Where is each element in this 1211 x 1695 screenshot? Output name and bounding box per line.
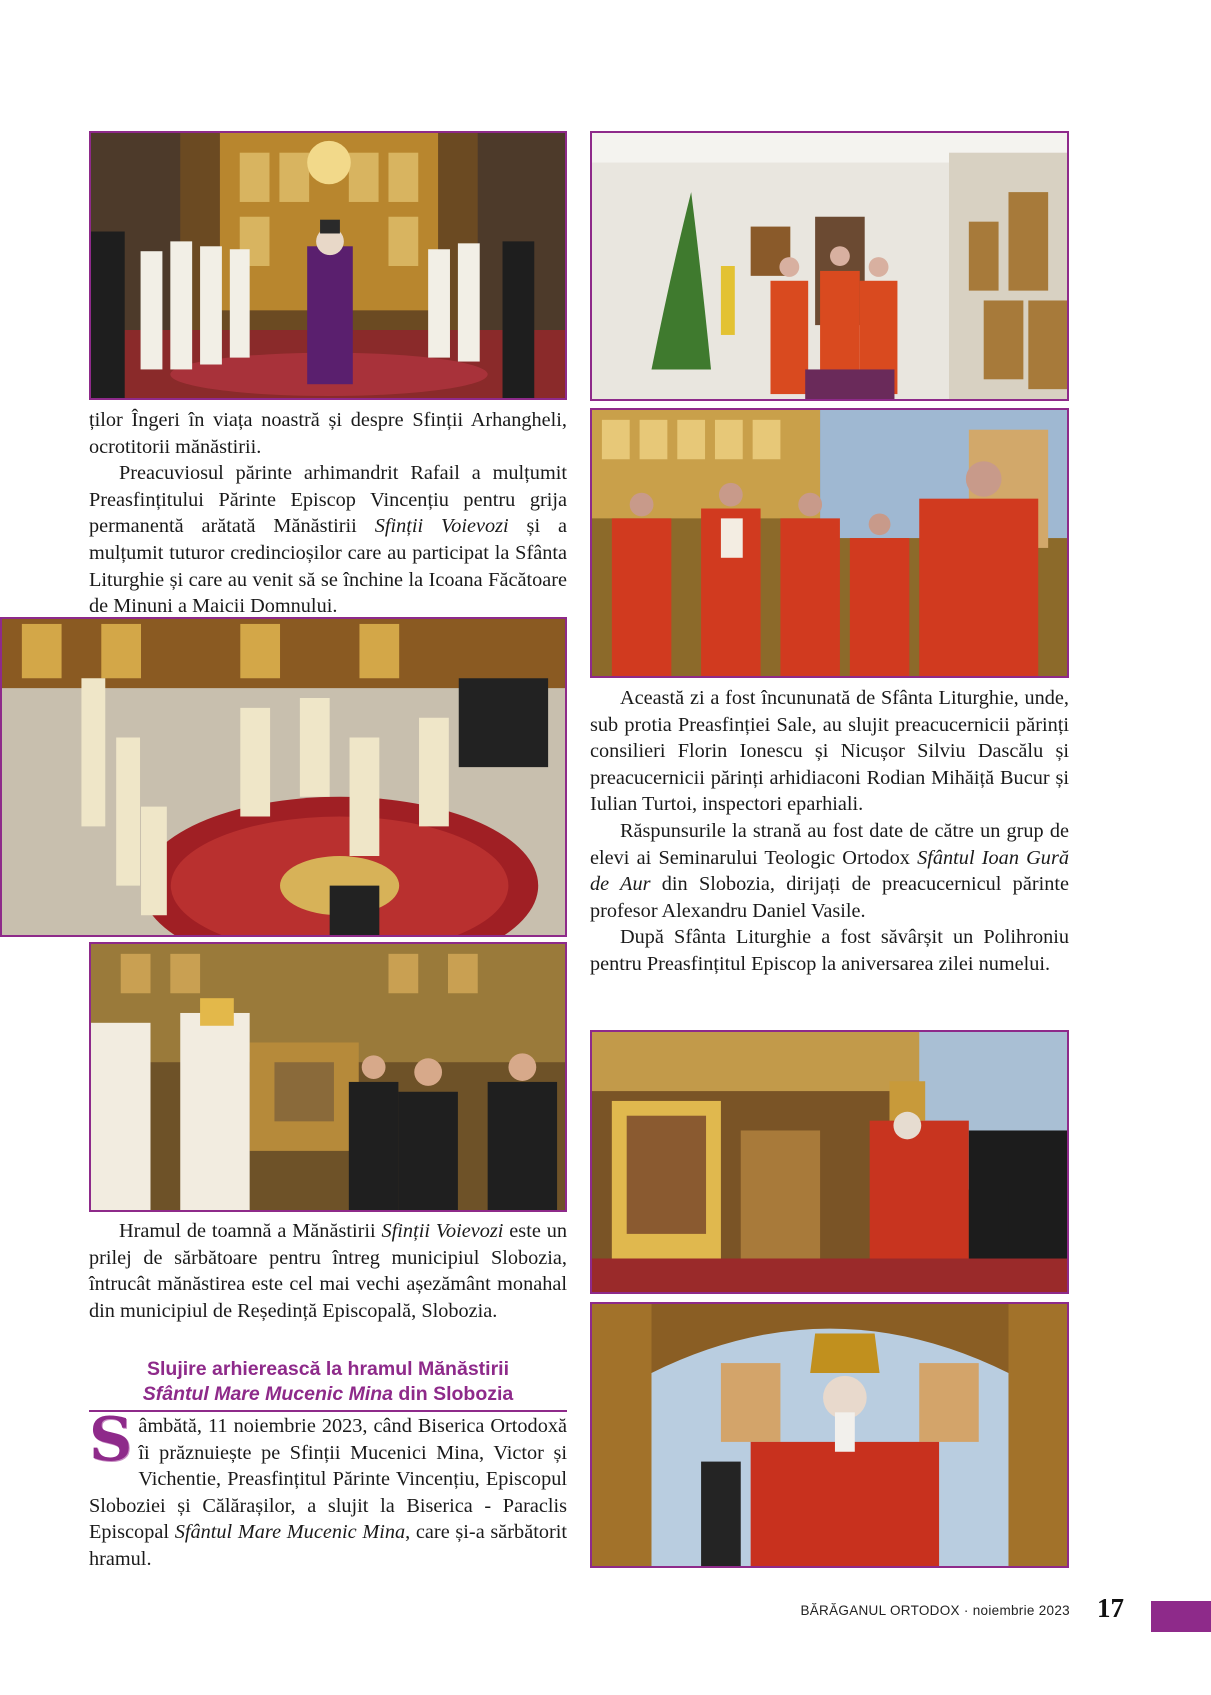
left-column-text-bottom: [89, 1405, 568, 1573]
paragraph: Hramul de toamnă a Mănăstirii Sfinții Voievozi este un prilej de sărbătoare pentru întreg municipiul Slobozia, întrucât mănăstirea este cel mai vechi așezământ monahal din municipiul de Reședință Episcopală, Slobozia.: [89, 1220, 567, 1322]
heading-line: Sfântul Mare Mucenic Mina din Slobozia: [142, 1383, 514, 1405]
paragraph: Această zi a fost încununată de Sfânta Liturghie, unde, sub protia Preasfinției Sale, au slujit preacucernicii părinți consilieri Florin Ionescu și Nicușor Silviu Dascălu și preacucernicii părinți arhidiaconi Rodian Mihăiță Bucur și Iulian Turtoi, inspectori eparhiali.: [590, 687, 1069, 816]
section-heading: [89, 1357, 567, 1407]
heading-line: Slujire arhierească la hramul Mănăstirii: [147, 1358, 509, 1380]
drop-cap: S: [89, 1405, 133, 1475]
paragraph: Preacuviosul părinte arhimandrit Rafail a mulțumit Preasfințitului Părinte Episcop Vincențiu pentru grija permanentă arătată Mănăstirii Sfinții Voievozi și a mulțumit tuturor credincioșilor care au participat la Sfânta Liturghie și care au venit să se închine la Icoana Făcătoare de Minuni a Maicii Domnului.: [89, 462, 567, 618]
photo-bishop-iconostasis: [89, 131, 567, 400]
footer-publication: BĂRĂGANUL ORTODOX · noiembrie 2023: [800, 1603, 1070, 1618]
photo-clergy-red-vestments: [590, 408, 1069, 678]
right-column-text: [590, 685, 1069, 978]
paragraph: ților Îngeri în viața noastră și despre Sfinții Arhangheli, ocrotitorii mănăstirii.: [89, 409, 567, 458]
photo-bishop-venerating-icon: [590, 1030, 1069, 1294]
photo-procession-overhead: [0, 617, 567, 937]
page-tab-marker: [1151, 1601, 1211, 1632]
paragraph: După Sfânta Liturghie a fost săvârșit un Polihroniu pentru Preasfințitul Episcop la aniversarea zilei numelui.: [590, 926, 1069, 975]
paragraph: Sâmbătă, 11 noiembrie 2023, când Biserica Ortodoxă îi prăznuiește pe Sfinții Mucenici Mina, Victor și Vichentie, Preasfințitul Părinte Vincențiu, Episcopul Sloboziei și Călărașilor, a slujit la Biserica - Paraclis Episcopal Sfântul Mare Mucenic Mina, care și-a sărbătorit hramul.: [89, 1405, 568, 1570]
photo-clergy-icon-room: [590, 131, 1069, 401]
left-column-text-top: [89, 407, 567, 620]
photo-bishop-faithful: [89, 942, 567, 1212]
paragraph: Răspunsurile la strană au fost date de către un grup de elevi ai Seminarului Teologic Ortodox Sfântul Ioan Gură de Aur din Slobozia, dirijați de preacucernicul părinte profesor Alexandru Daniel Vasile.: [590, 819, 1069, 922]
heading-rule: [89, 1410, 567, 1412]
photo-bishop-mitre-blessing: [590, 1302, 1069, 1568]
left-column-text-middle: [89, 1218, 567, 1324]
page-number: 17: [1097, 1593, 1124, 1623]
